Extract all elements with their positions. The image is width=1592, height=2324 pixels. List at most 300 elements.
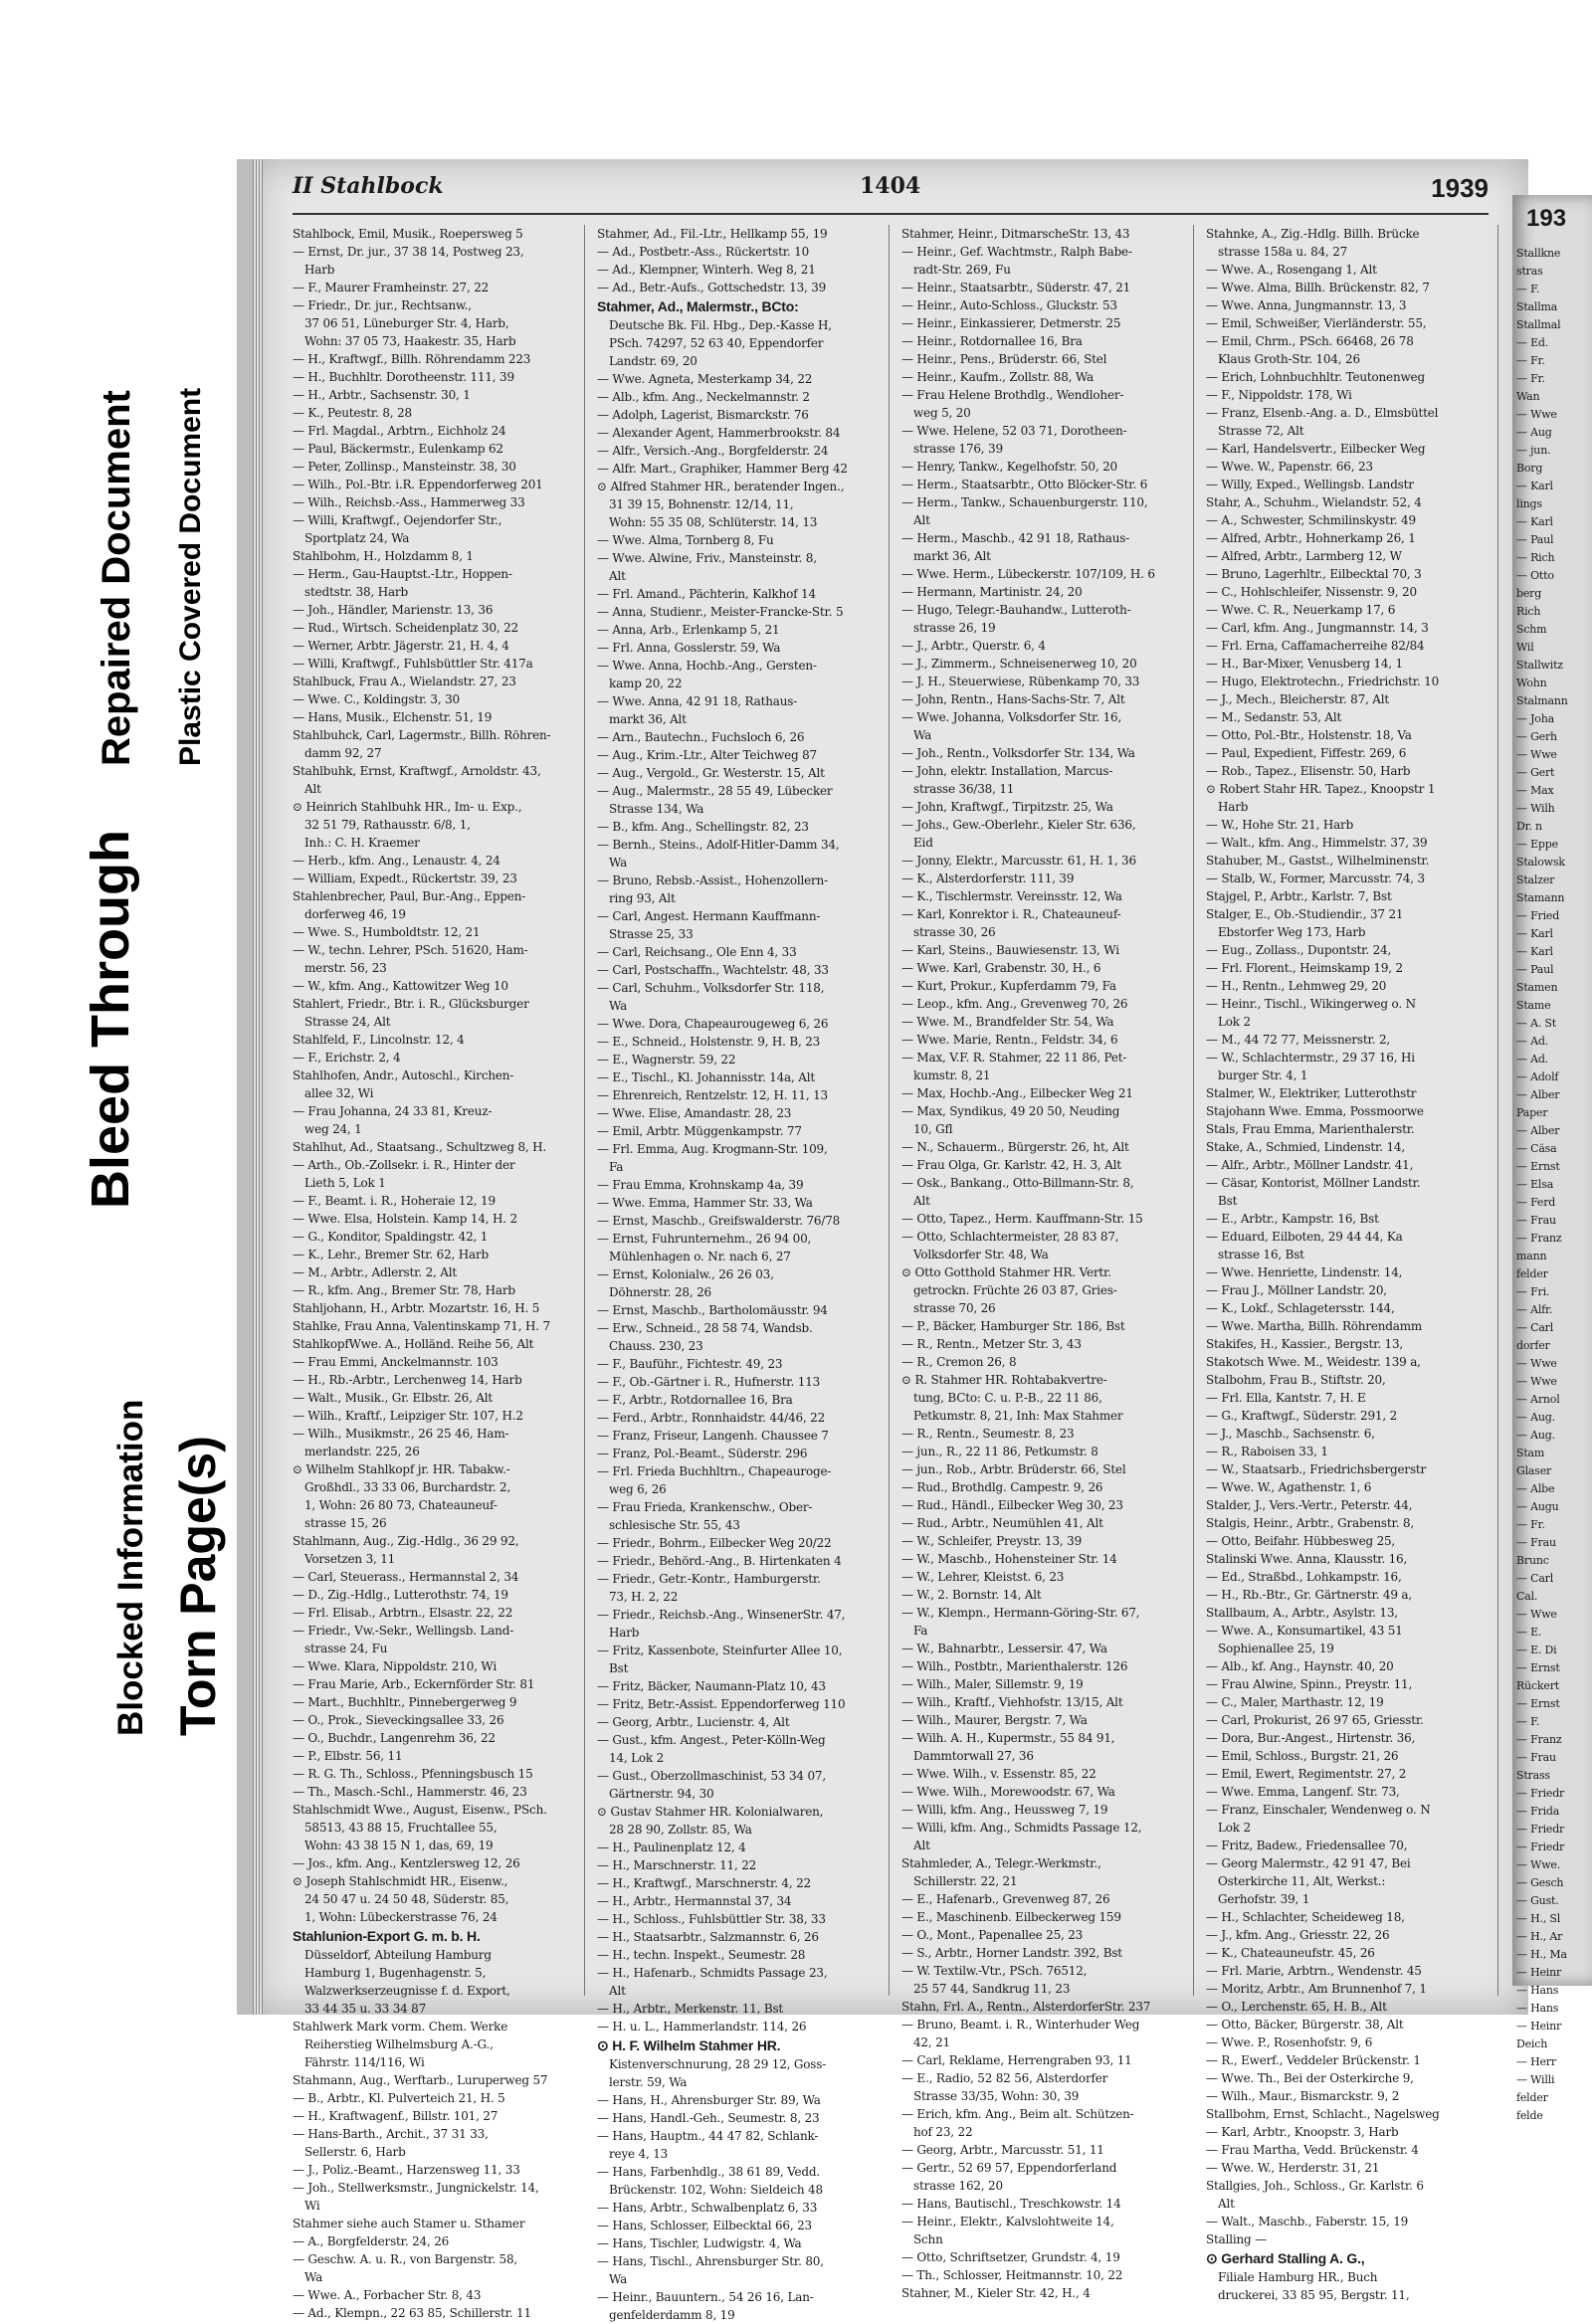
directory-entry: — Frl. Erna, Caffamacherreihe 82/84 — [1206, 639, 1425, 653]
directory-entry: — Heinr., Rotdornallee 16, Bra — [901, 334, 1083, 348]
directory-entry: — Frl. Anna, Gosslerstr. 59, Wa — [597, 641, 781, 655]
directory-entry: — E., Hafenarb., Grevenweg 87, 26 — [901, 1892, 1110, 1906]
adjacent-entry: felder — [1516, 1267, 1548, 1280]
directory-columns — [289, 225, 1552, 2322]
directory-entry: — Rob., Tapez., Elisenstr. 50, Harb — [1206, 764, 1411, 778]
directory-entry: — Heinr., Einkassierer, Detmerstr. 25 — [901, 316, 1121, 330]
adjacent-entry: Deich — [1516, 2037, 1548, 2050]
directory-entry: dorferweg 46, 19 — [304, 907, 406, 921]
directory-entry: Stakifes, H., Kassier., Bergstr. 13, — [1206, 1337, 1404, 1351]
directory-entry: — Heinr., Gef. Wachtmstr., Ralph Babe- — [901, 245, 1132, 259]
adjacent-entry: — Wwe. — [1516, 1858, 1561, 1871]
directory-entry: — Hans, Tischl., Ahrensburger Str. 80, — [597, 2254, 824, 2268]
directory-entry: — Heinr., Staatsarbtr., Süderstr. 47, 21 — [901, 281, 1131, 294]
directory-entry: — Werner, Arbtr. Jägerstr. 21, H. 4, 4 — [293, 639, 509, 653]
directory-entry: 37 06 51, Lüneburger Str. 4, Harb, — [304, 316, 509, 330]
directory-entry: — K., Chateauneufstr. 45, 26 — [1206, 1946, 1375, 1960]
directory-entry: — R., Rentn., Metzer Str. 3, 43 — [901, 1337, 1082, 1351]
directory-entry: getrockn. Früchte 26 03 87, Gries- — [913, 1283, 1117, 1297]
adjacent-entry: — Ed. — [1516, 336, 1549, 349]
directory-entry: Chauss. 230, 23 — [609, 1339, 703, 1353]
directory-entry: — Bruno, Lagerhltr., Eilbecktal 70, 3 — [1206, 567, 1422, 581]
directory-entry: — W., Schleifer, Preystr. 13, 39 — [901, 1534, 1083, 1548]
directory-entry: 25 57 44, Sandkrug 11, 23 — [913, 1982, 1071, 1996]
directory-entry: Gärtnerstr. 94, 30 — [609, 1787, 714, 1801]
header-year: 1939 — [1431, 173, 1489, 203]
directory-entry: — H., Paulinenplatz 12, 4 — [597, 1840, 746, 1854]
directory-entry: — Mart., Buchhltr., Pinnebergerweg 9 — [293, 1695, 517, 1709]
directory-entry: Stahmann, Aug., Werftarb., Luruperweg 57 — [293, 2073, 548, 2087]
directory-entry: — Wwe. Anna, Jungmannstr. 13, 3 — [1206, 298, 1407, 312]
directory-entry: weg 6, 26 — [609, 1482, 667, 1496]
directory-entry: — Wwe. Anna, 42 91 18, Rathaus- — [597, 694, 798, 708]
directory-entry: Stahljohann, H., Arbtr. Mozartstr. 16, H. 5 — [293, 1301, 540, 1315]
directory-entry: Alt — [913, 1194, 930, 1208]
directory-entry: Mühlenhagen o. Nr. nach 6, 27 — [609, 1250, 791, 1263]
directory-entry: — Arth., Ob.-Zollsekr. i. R., Hinter der — [293, 1158, 515, 1172]
directory-entry: — Bruno, Beamt. i. R., Winterhuder Weg — [901, 2018, 1140, 2032]
directory-entry: — Fritz, Bäcker, Naumann-Platz 10, 43 — [597, 1679, 826, 1693]
directory-entry: — Stalb, W., Former, Marcusstr. 74, 3 — [1206, 872, 1425, 885]
directory-entry: — Wwe. Herm., Lübeckerstr. 107/109, H. 6 — [901, 567, 1155, 581]
directory-entry: — H., techn. Inspekt., Seumestr. 28 — [597, 1948, 806, 1962]
adjacent-entry: — Wwe — [1516, 1375, 1557, 1388]
directory-entry: — Carl, kfm. Ang., Jungmannstr. 14, 3 — [1206, 621, 1429, 635]
directory-entry: — Wwe. Helene, 52 03 71, Dorotheen- — [901, 424, 1127, 438]
directory-entry: — Frau Martha, Vedd. Brückenstr. 4 — [1206, 2143, 1419, 2157]
directory-entry: — Aug., Vergold., Gr. Westerstr. 15, Alt — [597, 766, 825, 780]
directory-entry: Stalmer, W., Elektriker, Lutterothstr — [1206, 1086, 1417, 1100]
directory-entry: — Wwe. M., Brandfelder Str. 54, Wa — [901, 1015, 1114, 1029]
directory-entry: — Wwe. A., Rosengang 1, Alt — [1206, 263, 1377, 277]
adjacent-entry: — Frida — [1516, 1805, 1560, 1818]
directory-entry: — Adolph, Lagerist, Bismarckstr. 76 — [597, 408, 809, 422]
directory-entry: — Fritz, Badew., Friedensallee 70, — [1206, 1839, 1408, 1852]
directory-entry: allee 32, Wi — [304, 1086, 374, 1100]
directory-entry: Wa — [609, 999, 628, 1013]
directory-entry: Alt — [913, 1839, 930, 1852]
directory-entry: — H., Kraftwgf., Marschnerstr. 4, 22 — [597, 1876, 811, 1890]
directory-entry: — Aug., Malermstr., 28 55 49, Lübecker — [597, 784, 833, 798]
directory-entry: — Carl, Postschaffn., Wachtelstr. 48, 33 — [597, 963, 829, 977]
directory-entry: — Franz, Einschaler, Wendenweg o. N — [1206, 1803, 1431, 1817]
directory-entry: — Ad., Klempner, Winterh. Weg 8, 21 — [597, 263, 816, 277]
directory-entry: — Frau Alwine, Spinn., Preystr. 11, — [1206, 1677, 1413, 1691]
directory-entry: — Heinr., Elektr., Kalvslohtweite 14, — [901, 2215, 1114, 2228]
directory-entry: Harb — [304, 263, 335, 277]
adjacent-entry: Rückert — [1516, 1679, 1559, 1692]
directory-entry: — Hermann, Martinistr. 24, 20 — [901, 585, 1083, 599]
directory-column-4 — [1202, 225, 1498, 2302]
directory-entry: — Carl, Angest. Hermann Kauffmann- — [597, 909, 821, 923]
adjacent-entry: — Max — [1516, 784, 1554, 797]
directory-entry: Stahmleder, A., Telegr.-Werkmstr., — [901, 1856, 1101, 1870]
directory-entry: PSch. 74297, 52 63 40, Eppendorfer — [609, 336, 824, 350]
directory-entry: Stalbohm, Frau B., Stiftstr. 20, — [1206, 1373, 1386, 1387]
adjacent-entry: — Arnol — [1516, 1393, 1560, 1406]
directory-entry: Hamburg 1, Bugenhagenstr. 5, — [304, 1966, 487, 1980]
directory-entry: — F., Beamt. i. R., Hoheraie 12, 19 — [293, 1194, 496, 1208]
directory-entry: Strasse 25, 33 — [609, 927, 694, 941]
directory-entry: Sportplatz 24, Wa — [304, 531, 410, 545]
adjacent-entry: — H., Sl — [1516, 1912, 1561, 1925]
directory-entry: radt-Str. 269, Fu — [913, 263, 1011, 277]
directory-entry: — Fritz, Betr.-Assist. Eppendorferweg 110 — [597, 1697, 846, 1711]
directory-entry: — Alfr. Mart., Graphiker, Hammer Berg 42 — [597, 462, 848, 476]
directory-entry: Bst — [609, 1661, 629, 1675]
directory-entry: — Ernst, Fuhrunternehm., 26 94 00, — [597, 1232, 812, 1246]
directory-entry: — Otto, Schriftsetzer, Grundstr. 4, 19 — [901, 2250, 1120, 2264]
directory-entry: — W., Lehrer, Kleistst. 6, 23 — [901, 1570, 1065, 1584]
directory-entry: — Wwe. Elise, Amandastr. 28, 23 — [597, 1106, 792, 1120]
directory-entry: — Leop., kfm. Ang., Grevenweg 70, 26 — [901, 997, 1128, 1011]
adjacent-entry: — Fr. — [1516, 372, 1545, 385]
directory-entry: Stalinski Wwe. Anna, Klausstr. 16, — [1206, 1552, 1408, 1566]
directory-entry: — John, Rentn., Hans-Sachs-Str. 7, Alt — [901, 692, 1125, 706]
directory-entry: Stals, Frau Emma, Marienthalerstr. — [1206, 1122, 1415, 1136]
directory-entry: — Hans, Farbenhdlg., 38 61 89, Vedd. — [597, 2165, 820, 2179]
directory-entry: hof 23, 22 — [913, 2125, 973, 2139]
adjacent-entry: — Fr. — [1516, 354, 1545, 367]
directory-entry: Eid — [913, 836, 933, 850]
directory-entry: — Wwe. P., Rosenhofstr. 9, 6 — [1206, 2035, 1373, 2049]
directory-entry: — Anna, Arb., Erlenkamp 5, 21 — [597, 623, 780, 637]
directory-entry: Stahlke, Frau Anna, Valentinskamp 71, H. 7 — [293, 1319, 550, 1333]
directory-entry: strasse 30, 26 — [913, 925, 996, 939]
directory-entry: — H., Marschnerstr. 11, 22 — [597, 1858, 757, 1872]
directory-entry: Strasse 33/35, Wohn: 30, 39 — [913, 2089, 1080, 2103]
directory-entry: — Frl. Marie, Arbtrn., Wendenstr. 45 — [1206, 1964, 1422, 1978]
directory-entry: Dammtorwall 27, 36 — [913, 1749, 1034, 1763]
directory-entry: strasse 162, 20 — [913, 2179, 1003, 2193]
directory-entry: — Alfred, Arbtr., Larmberg 12, W — [1206, 549, 1402, 563]
directory-entry: — Wwe. Martha, Billh. Röhrendamm — [1206, 1319, 1423, 1333]
directory-entry: — Wwe. C., Koldingstr. 3, 30 — [293, 692, 460, 706]
directory-entry: — Rud., Brothdlg. Campestr. 9, 26 — [901, 1480, 1103, 1494]
adjacent-entry: Cal. — [1516, 1590, 1538, 1603]
directory-entry: — Friedr., Reichsb.-Ang., WinsenerStr. 47, — [597, 1608, 846, 1622]
directory-entry: — Alfr., Arbtr., Möllner Landstr. 41, — [1206, 1158, 1414, 1172]
directory-entry: 73, H. 2, 22 — [609, 1590, 679, 1604]
label-blocked-information: Blocked Information — [111, 1399, 150, 1736]
adjacent-entry: berg — [1516, 587, 1542, 600]
directory-entry: — Frl. Elisab., Arbtrn., Elsastr. 22, 22 — [293, 1606, 513, 1620]
directory-entry: — Wwe. C. R., Neuerkamp 17, 6 — [1206, 603, 1396, 617]
directory-entry: — E., Arbtr., Kampstr. 16, Bst — [1206, 1212, 1379, 1226]
directory-entry: Stahlunion-Export G. m. b. H. — [293, 1928, 481, 1944]
directory-entry: — Otto, Tapez., Herm. Kauffmann-Str. 15 — [901, 1212, 1143, 1226]
directory-entry: — Alb., kf. Ang., Haynstr. 40, 20 — [1206, 1659, 1394, 1673]
directory-entry: — W., 2. Bornstr. 14, Alt — [901, 1588, 1042, 1602]
adjacent-entry: Stalmann — [1516, 694, 1568, 707]
directory-entry: — K., Tischlermstr. Vereinsstr. 12, Wa — [901, 889, 1122, 903]
directory-entry: — Rud., Wirtsch. Scheidenplatz 30, 22 — [293, 621, 518, 635]
directory-entry: Harb — [609, 1626, 640, 1640]
directory-entry: — K., Lehr., Bremer Str. 62, Harb — [293, 1248, 489, 1261]
directory-entry: Stalger, E., Ob.-Studiendir., 37 21 — [1206, 907, 1404, 921]
directory-entry: — Wwe. Wilh., Morewoodstr. 67, Wa — [901, 1785, 1115, 1799]
directory-entry: Düsseldorf, Abteilung Hamburg — [304, 1948, 492, 1962]
directory-entry: — W., Klempn., Hermann-Göring-Str. 67, — [901, 1606, 1140, 1620]
directory-entry: 33 44 35 u. 33 34 87 — [304, 2002, 427, 2016]
adjacent-entry: Borg — [1516, 462, 1543, 475]
directory-entry: Strasse 24, Alt — [304, 1015, 391, 1029]
adjacent-entry: Stallma — [1516, 300, 1558, 313]
directory-entry: — Jos., kfm. Ang., Kentzlersweg 12, 26 — [293, 1856, 520, 1870]
directory-entry: Deutsche Bk. Fil. Hbg., Dep.-Kasse H, — [609, 318, 832, 332]
directory-entry: — Friedr., Dr. jur., Rechtsanw., — [293, 298, 472, 312]
directory-entry: Strasse 72, Alt — [1218, 424, 1304, 438]
directory-entry: ⊙ Alfred Stahmer HR., beratender Ingen., — [597, 480, 845, 493]
directory-entry: ⊙ Gerhard Stalling A. G., — [1206, 2250, 1365, 2266]
directory-entry: — Jonny, Elektr., Marcusstr. 61, H. 1, 36 — [901, 854, 1136, 868]
adjacent-entry: — Fri. — [1516, 1285, 1550, 1298]
directory-entry: — Heinr., Auto-Schloss., Gluckstr. 53 — [901, 298, 1117, 312]
adjacent-entry: — Cäsa — [1516, 1142, 1557, 1155]
adjacent-entry: — Heinr — [1516, 1966, 1562, 1979]
directory-entry: — Carl, Reklame, Herrengraben 93, 11 — [901, 2053, 1132, 2067]
directory-entry: — J., Zimmerm., Schneisenerweg 10, 20 — [901, 657, 1137, 671]
directory-entry: — Wwe. Agneta, Mesterkamp 34, 22 — [597, 372, 813, 386]
directory-entry: — Eduard, Eilboten, 29 44 44, Ka — [1206, 1230, 1403, 1244]
directory-entry: — P., Elbstr. 56, 11 — [293, 1749, 403, 1763]
directory-entry: Alt — [304, 782, 321, 796]
directory-entry: Stahlert, Friedr., Btr. i. R., Glücksburger — [293, 997, 529, 1011]
directory-entry: Stahnke, A., Zig.-Hdlg. Billh. Brücke — [1206, 227, 1420, 241]
directory-entry: — R., Rentn., Seumestr. 8, 23 — [901, 1427, 1075, 1441]
directory-entry: — Wwe. Alma, Billh. Brückenstr. 82, 7 — [1206, 281, 1430, 294]
directory-entry: — Ehrenreich, Rentzelstr. 12, H. 11, 13 — [597, 1088, 828, 1102]
directory-entry: Wi — [304, 2199, 320, 2213]
adjacent-entry: — Karl — [1516, 945, 1553, 958]
adjacent-entry: — Joha — [1516, 712, 1554, 725]
directory-entry: Gerhofstr. 39, 1 — [1218, 1892, 1310, 1906]
directory-entry: 42, 21 — [913, 2035, 950, 2049]
directory-entry: — Hans, Arbtr., Schwalbenplatz 6, 33 — [597, 2201, 818, 2215]
directory-entry: Wa — [609, 2272, 628, 2286]
directory-entry: stedtstr. 38, Harb — [304, 585, 408, 599]
adjacent-entry: — Frau — [1516, 1214, 1556, 1227]
directory-entry: — Arn., Bautechn., Fuchsloch 6, 26 — [597, 730, 805, 744]
directory-entry: 28 28 90, Zollstr. 85, Wa — [609, 1823, 752, 1837]
directory-entry: ⊙ Otto Gotthold Stahmer HR. Vertr. — [901, 1265, 1111, 1279]
directory-entry: Wohn: 37 05 73, Haakestr. 35, Harb — [304, 334, 516, 348]
adjacent-entry: — Wwe — [1516, 1357, 1557, 1370]
directory-entry: — William, Expedt., Rückertstr. 39, 23 — [293, 872, 517, 885]
directory-entry: — Wwe. Th., Bei der Osterkirche 9, — [1206, 2071, 1414, 2085]
adjacent-entry: — Wwe — [1516, 1608, 1557, 1621]
directory-entry: strasse 26, 19 — [913, 621, 996, 635]
directory-entry: — B., kfm. Ang., Schellingstr. 82, 23 — [597, 820, 809, 834]
directory-entry: ⊙ R. Stahmer HR. Rohtabakvertre- — [901, 1373, 1107, 1387]
adjacent-entry: — Ernst — [1516, 1697, 1560, 1710]
directory-entry: — J., Poliz.-Beamt., Harzensweg 11, 33 — [293, 2163, 520, 2177]
directory-entry: — Th., Schlosser, Heitmannstr. 10, 22 — [901, 2268, 1123, 2282]
directory-entry: Kistenverschnurung, 28 29 12, Goss- — [609, 2057, 827, 2071]
directory-entry: — F., Ob.-Gärtner i. R., Hufnerstr. 113 — [597, 1375, 821, 1389]
directory-entry: — Erich, Lohnbuchhltr. Teutonenweg — [1206, 370, 1425, 384]
directory-entry: — W., kfm. Ang., Kattowitzer Weg 10 — [293, 979, 508, 993]
directory-entry: — Carl, Schuhm., Volksdorfer Str. 118, — [597, 981, 825, 995]
directory-entry: — Herb., kfm. Ang., Lenaustr. 4, 24 — [293, 854, 500, 868]
directory-entry: — Walt., Musik., Gr. Elbstr. 26, Alt — [293, 1391, 494, 1405]
directory-entry: — Rud., Arbtr., Neumühlen 41, Alt — [901, 1516, 1103, 1530]
directory-entry: — Wwe. Elsa, Holstein. Kamp 14, H. 2 — [293, 1212, 517, 1226]
directory-entry: — Wilh., Reichsb.-Ass., Hammerweg 33 — [293, 495, 525, 509]
adjacent-entry: — Alber — [1516, 1124, 1560, 1137]
directory-entry: Petkumstr. 8, 21, Inh: Max Stahmer — [913, 1409, 1123, 1423]
directory-entry: — Cäsar, Kontorist, Möllner Landstr. — [1206, 1176, 1421, 1190]
directory-entry: — Wilh., Maurer, Bergstr. 7, Wa — [901, 1713, 1088, 1727]
directory-entry: Wa — [609, 856, 628, 870]
directory-entry: Stahlbuhck, Carl, Lagermstr., Billh. Röhren- — [293, 728, 551, 742]
directory-entry: Stajohann Wwe. Emma, Possmoorwe — [1206, 1104, 1424, 1118]
directory-entry: — H., Rb.-Btr., Gr. Gärtnerstr. 49 a, — [1206, 1588, 1412, 1602]
adjacent-entry: — Alfr. — [1516, 1303, 1553, 1316]
directory-entry: — D., Zig.-Hdlg., Lutterothstr. 74, 19 — [293, 1588, 508, 1602]
directory-entry: — Frau Johanna, 24 33 81, Kreuz- — [293, 1104, 493, 1118]
directory-entry: Inh.: C. H. Kraemer — [304, 836, 420, 850]
adjacent-entry: — jun. — [1516, 444, 1551, 457]
directory-entry: — Carl, Reichsang., Ole Enn 4, 33 — [597, 945, 797, 959]
directory-entry: — F., Arbtr., Rotdornallee 16, Bra — [597, 1393, 793, 1407]
directory-entry: — Carl, Prokurist, 26 97 65, Griesstr. — [1206, 1713, 1424, 1727]
directory-entry: weg 24, 1 — [304, 1122, 362, 1136]
adjacent-entry: — H., Ma — [1516, 1948, 1567, 1961]
directory-entry: Alt — [609, 569, 626, 583]
directory-entry: — R., Cremon 26, 8 — [901, 1355, 1017, 1369]
scanned-page — [237, 159, 1528, 2322]
adjacent-entry: — Hans — [1516, 2002, 1559, 2015]
directory-entry: Stahmer, Ad., Malermstr., BCto: — [597, 298, 799, 314]
directory-entry: Großhdl., 33 33 06, Burchardstr. 2, — [304, 1480, 511, 1494]
directory-entry: strasse 16, Bst — [1218, 1248, 1304, 1261]
page-number: 1404 — [860, 173, 921, 199]
directory-entry: — Willi, kfm. Ang., Schmidts Passage 12, — [901, 1821, 1142, 1835]
adjacent-entry: Schm — [1516, 623, 1547, 636]
adjacent-entry: — Gert — [1516, 766, 1555, 779]
directory-entry: Alt — [1218, 2197, 1235, 2211]
directory-entry: — Otto, Schlachtermeister, 28 83 87, — [901, 1230, 1119, 1244]
directory-entry: — Friedr., Bohrm., Eilbecker Weg 20/22 — [597, 1536, 832, 1550]
adjacent-entry: Stalowsk — [1516, 856, 1565, 869]
adjacent-entry: — Karl — [1516, 480, 1553, 492]
directory-entry: — Heinr., Tischl., Wikingerweg o. N — [1206, 997, 1416, 1011]
directory-entry: — Emil, Schweißer, Vierländerstr. 55, — [1206, 316, 1427, 330]
directory-entry: Volksdorfer Str. 48, Wa — [913, 1248, 1049, 1261]
directory-entry: — Karl, Konrektor i. R., Chateauneuf- — [901, 907, 1121, 921]
directory-entry: — Ernst, Dr. jur., 37 38 14, Postweg 23, — [293, 245, 524, 259]
directory-entry: Stahlbuhk, Ernst, Kraftwgf., Arnoldstr. 43, — [293, 764, 541, 778]
directory-entry: — Wwe. S., Humboldtstr. 12, 21 — [293, 925, 481, 939]
directory-entry: — Georg, Arbtr., Lucienstr. 4, Alt — [597, 1715, 790, 1729]
directory-entry: — Fritz, Kassenbote, Steinfurter Allee 10, — [597, 1644, 843, 1657]
directory-entry: — E., Schneid., Holstenstr. 9, H. B, 23 — [597, 1035, 821, 1049]
directory-entry: — Wilh., Postbtr., Marienthalerstr. 126 — [901, 1659, 1128, 1673]
directory-entry: 14, Lok 2 — [609, 1751, 665, 1765]
page-edge — [253, 159, 263, 2015]
adjacent-entry: Stam — [1516, 1447, 1545, 1459]
header-section: II Stahlbock — [293, 173, 444, 199]
directory-entry: ⊙ Wilhelm Stahlkopf jr. HR. Tabakw.- — [293, 1462, 510, 1476]
directory-entry: merlandstr. 225, 26 — [304, 1445, 420, 1458]
directory-entry: — O., Mont., Papenallee 25, 23 — [901, 1928, 1084, 1942]
directory-entry: — Willi, Kraftwgf., Fuhlsbüttler Str. 417a — [293, 657, 533, 671]
directory-entry: — W., Maschb., Hohensteiner Str. 14 — [901, 1552, 1117, 1566]
directory-entry: — Frl. Ella, Kantstr. 7, H. E — [1206, 1391, 1366, 1405]
adjacent-entry: Dr. n — [1516, 820, 1542, 833]
directory-entry: Stalgis, Heinr., Arbtr., Grabenstr. 8, — [1206, 1516, 1414, 1530]
directory-entry: Stahr, A., Schuhm., Wielandstr. 52, 4 — [1206, 495, 1422, 509]
adjacent-entry: — Gerh — [1516, 730, 1557, 743]
directory-entry: — R., kfm. Ang., Bremer Str. 78, Harb — [293, 1283, 515, 1297]
directory-entry: — H., Staatsarbtr., Salzmannstr. 6, 26 — [597, 1930, 819, 1944]
adjacent-entry: — Willi — [1516, 2073, 1555, 2086]
directory-entry: — Wwe. Alwine, Friv., Mansteinstr. 8, — [597, 551, 817, 565]
adjacent-page-lines — [1516, 245, 1592, 2125]
directory-entry: Stahlmann, Aug., Zig.-Hdlg., 36 29 92, — [293, 1534, 519, 1548]
directory-entry: Wohn: 55 35 08, Schlüterstr. 14, 13 — [609, 515, 818, 529]
adjacent-entry: — Ad. — [1516, 1053, 1548, 1065]
directory-entry: — Wwe. Karl, Grabenstr. 30, H., 6 — [901, 961, 1101, 975]
directory-entry: — H., Kraftwagenf., Billstr. 101, 27 — [293, 2109, 498, 2123]
directory-entry: Stahmer siehe auch Stamer u. Sthamer — [293, 2217, 525, 2230]
directory-entry: — H., Rentn., Lehmweg 29, 20 — [1206, 979, 1387, 993]
directory-entry: — Wwe. Anna, Hochb.-Ang., Gersten- — [597, 659, 817, 673]
adjacent-entry: — Herr — [1516, 2055, 1556, 2068]
adjacent-entry: Glaser — [1516, 1464, 1552, 1477]
adjacent-entry: — F. — [1516, 1715, 1540, 1728]
adjacent-entry: — Carl — [1516, 1321, 1554, 1334]
directory-entry: — A., Borgfelderstr. 24, 26 — [293, 2234, 450, 2248]
directory-entry: — Heinr., Kaufm., Zollstr. 88, Wa — [901, 370, 1094, 384]
directory-entry: — R., Ewerf., Veddeler Brückenstr. 1 — [1206, 2053, 1421, 2067]
adjacent-entry: — Elsa — [1516, 1178, 1554, 1191]
directory-entry: — Wwe. Klara, Nippoldstr. 210, Wi — [293, 1659, 497, 1673]
directory-entry: strasse 24, Fu — [304, 1642, 388, 1655]
directory-entry: — H., Hafenarb., Schmidts Passage 23, — [597, 1966, 828, 1980]
directory-entry: — Franz, Elsenb.-Ang. a. D., Elmsbüttel — [1206, 406, 1439, 420]
adjacent-entry: Stalzer — [1516, 873, 1555, 886]
adjacent-entry: — Karl — [1516, 927, 1553, 940]
directory-entry: — Th., Masch.-Schl., Hammerstr. 46, 23 — [293, 1785, 527, 1799]
directory-entry: strasse 158a u. 84, 27 — [1218, 245, 1348, 259]
directory-entry: — Hans, Handl.-Geh., Seumestr. 8, 23 — [597, 2111, 820, 2125]
directory-entry: strasse 15, 26 — [304, 1516, 387, 1530]
directory-entry: — Frl. Magdal., Arbtrn., Eichholz 24 — [293, 424, 506, 438]
directory-entry: — Herm., Staatsarbtr., Otto Blöcker-Str. 6 — [901, 478, 1148, 491]
adjacent-entry: — Franz — [1516, 1232, 1562, 1245]
directory-entry: — Hans, Hauptm., 44 47 82, Schlank- — [597, 2129, 819, 2143]
label-plastic-covered: Plastic Covered Document — [174, 387, 207, 766]
directory-entry: — Paul, Expedient, Fiffestr. 269, 6 — [1206, 746, 1407, 760]
directory-entry: — W., Staatsarb., Friedrichsbergerstr — [1206, 1462, 1427, 1476]
directory-entry: 1, Wohn: 26 80 73, Chateauneuf- — [304, 1498, 498, 1512]
adjacent-entry: Paper — [1516, 1106, 1548, 1119]
directory-entry: — Wwe. A., Forbacher Str. 8, 43 — [293, 2288, 482, 2302]
directory-entry: Strasse 134, Wa — [609, 802, 704, 816]
adjacent-entry: — Ernst — [1516, 1661, 1560, 1674]
directory-entry: — Wwe. Emma, Langenf. Str. 73, — [1206, 1785, 1400, 1799]
adjacent-entry: — Gust. — [1516, 1894, 1559, 1907]
directory-entry: — Walt., kfm. Ang., Himmelstr. 37, 39 — [1206, 836, 1428, 850]
directory-entry: — Wilh., Kraftf., Leipziger Str. 107, H.2 — [293, 1409, 523, 1423]
adjacent-entry: — H., Ar — [1516, 1930, 1563, 1943]
directory-entry: — Emil, Schloss., Burgstr. 21, 26 — [1206, 1749, 1399, 1763]
directory-entry: 1, Wohn: Lübeckerstrasse 76, 24 — [304, 1910, 498, 1924]
directory-entry: — E., Maschinenb. Eilbeckerweg 159 — [901, 1910, 1121, 1924]
directory-entry: Wa — [913, 728, 932, 742]
